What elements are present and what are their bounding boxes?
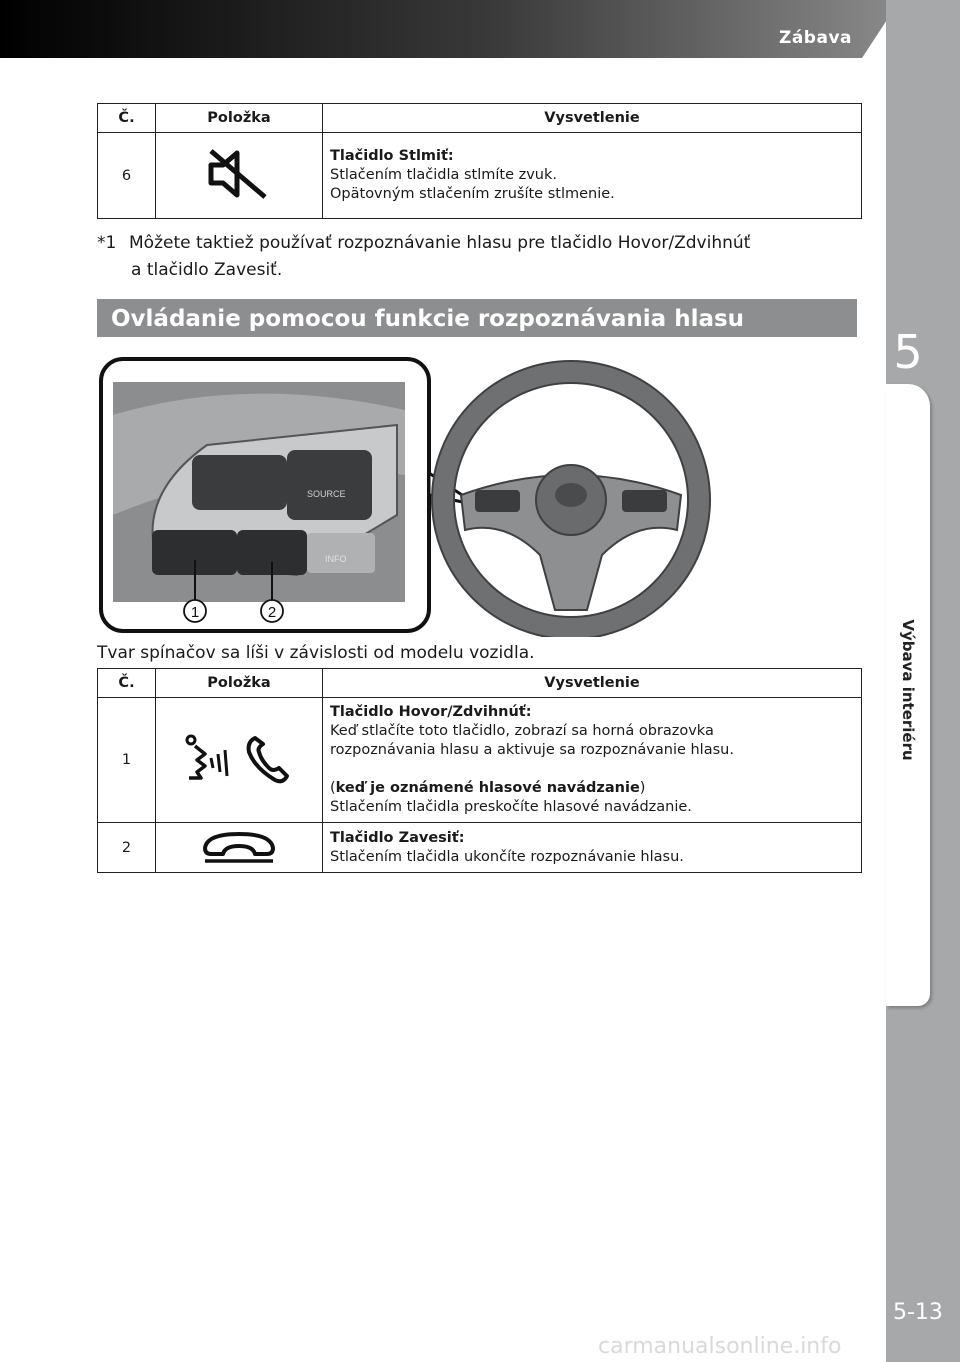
table-header-row: [98, 669, 862, 698]
row-subtitle-bold: keď je oznámené hlasové navádzanie: [335, 780, 640, 796]
col-explanation: Vysvetlenie: [323, 104, 862, 133]
footnote-marker: *1: [97, 233, 117, 253]
col-explanation: Vysvetlenie: [323, 669, 862, 698]
section-heading: [97, 299, 857, 337]
table-row: [98, 823, 862, 873]
source-label: SOURCE: [307, 489, 346, 499]
section-heading-text: Ovládanie pomocou funkcie rozpoznávania hlasu: [111, 306, 745, 332]
page-number: 5-13: [893, 1300, 943, 1325]
col-number: Č.: [98, 669, 156, 698]
footnote-line: Môžete taktiež používať rozpoznávanie hlasu pre tlačidlo Hovor/Zdvihnúť: [129, 233, 751, 253]
row-description: [323, 698, 862, 823]
chapter-number: 5: [893, 325, 923, 379]
row-line: Stlačením tlačidla stlmíte zvuk.: [330, 167, 558, 183]
row-title: Tlačidlo Stlmiť:: [330, 148, 454, 164]
caption: Tvar spínačov sa líši v závislosti od modelu vozidla.: [97, 643, 535, 663]
row-number: 1: [98, 698, 156, 823]
row-description: [323, 133, 862, 219]
callout-number: 2: [267, 604, 277, 621]
col-item: Položka: [156, 104, 323, 133]
table-row: [98, 133, 862, 219]
table-voice: [97, 668, 862, 873]
row-title: Tlačidlo Zavesiť:: [330, 829, 465, 846]
row-description: [323, 823, 862, 873]
table-row: [98, 698, 862, 823]
col-item: Položka: [156, 669, 323, 698]
talk-pickup-icon: [156, 698, 323, 823]
row-line: Stlačením tlačidla preskočíte hlasové navádzanie.: [330, 799, 692, 815]
steering-wheel-illustration: [97, 355, 717, 637]
row-number: 6: [98, 133, 156, 219]
row-line: Stlačením tlačidla ukončíte rozpoznávanie hlasu.: [330, 848, 684, 865]
hang-up-icon: [156, 823, 323, 873]
row-line: rozpoznávania hlasu a aktivuje sa rozpoznávanie hlasu.: [330, 742, 734, 758]
mute-icon: [156, 133, 323, 219]
section-name: Zábava: [779, 28, 852, 48]
info-label: INFO: [325, 554, 347, 564]
watermark: carmanualsonline.info: [598, 1334, 842, 1359]
row-line: Opätovným stlačením zrušíte stlmenie.: [330, 186, 615, 202]
chapter-title: Výbava interiéru: [899, 619, 917, 761]
header-bar: [0, 0, 960, 58]
row-subtitle: (keď je oznámené hlasové navádzanie): [330, 780, 646, 796]
col-number: Č.: [98, 104, 156, 133]
row-number: 2: [98, 823, 156, 873]
table-header-row: [98, 104, 862, 133]
row-title: Tlačidlo Hovor/Zdvihnúť:: [330, 704, 532, 720]
footnote: [97, 230, 750, 284]
footnote-line: a tlačidlo Zavesiť.: [131, 260, 283, 280]
row-line: Keď stlačíte toto tlačidlo, zobrazí sa horná obrazovka: [330, 723, 714, 739]
table-mute: [97, 103, 862, 219]
callout-number: 1: [190, 604, 200, 621]
